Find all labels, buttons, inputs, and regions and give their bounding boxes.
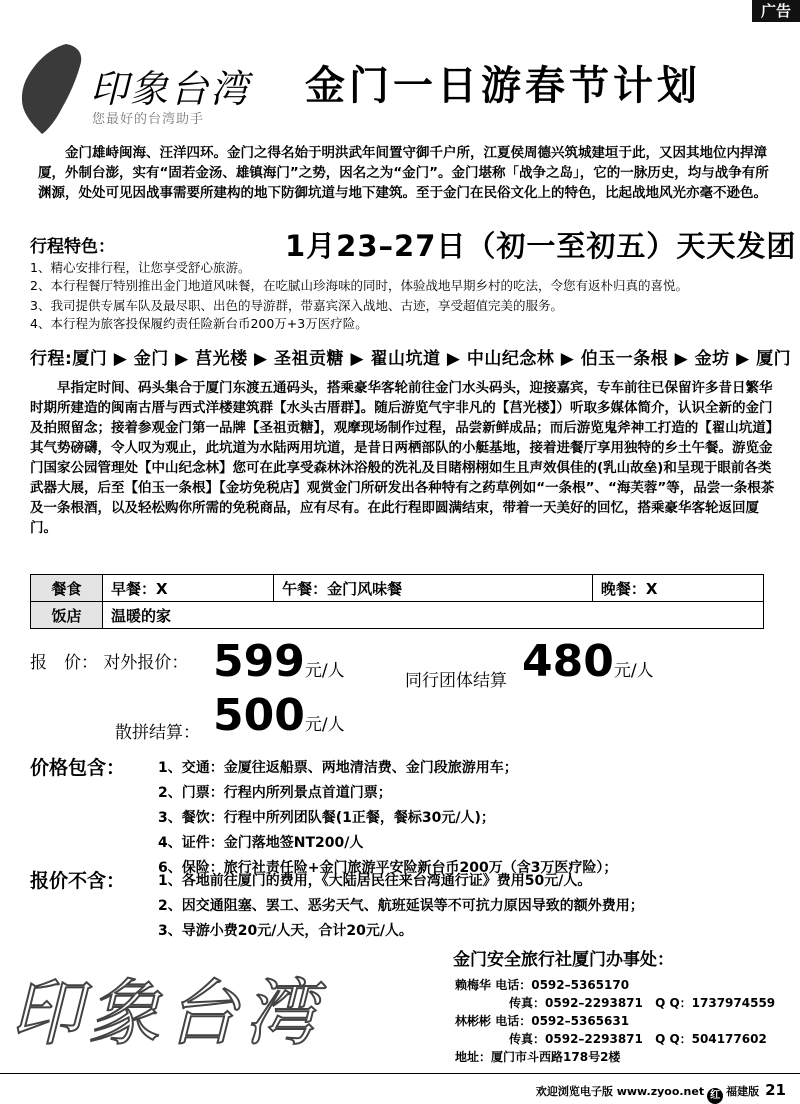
- qq-label: Q Q：: [655, 996, 692, 1010]
- public-price-value: 599: [213, 636, 305, 687]
- footer: [536, 1081, 786, 1104]
- tel-label: 电话：: [495, 1014, 532, 1028]
- peer-price: [522, 636, 654, 687]
- intro-paragraph: 金门雄峙闽海、汪洋四环。金门之得名始于明洪武年间置守御千户所，江夏侯周德兴筑城建垣于此，又因其地位内捍漳厦，外制台澎，实有“固若金汤、雄镇海门”之势，因名之为“金门”。金门堪称「战争之岛」，它的一脉历史，均与战争有所渊源，处处可见因战事需要所建构的地下防御坑道与地下建筑。至于金门在民俗文化上的特色，比起战地风光亦毫不逊色。: [38, 145, 769, 201]
- excluded-list: [158, 869, 644, 944]
- contact-line: [455, 1012, 775, 1030]
- contact-qq: 1737974559: [691, 996, 776, 1010]
- footer-divider: [0, 1073, 800, 1074]
- contact-name: 林彬彬: [455, 1014, 492, 1028]
- brand-logo-calligraphy: 印象台湾: [90, 67, 251, 111]
- features-label: 行程特色：: [30, 237, 115, 257]
- public-price-label: 对外报价：: [103, 653, 189, 673]
- signature-calligraphy: 印象台湾: [10, 971, 323, 1055]
- list-item: 2、门票：行程内所列景点首道门票；: [158, 785, 392, 801]
- contact-qq: 504177602: [691, 1032, 767, 1046]
- feature-item: 1、精心安排行程，让您享受舒心旅游。: [30, 260, 251, 275]
- tel-label: 电话：: [495, 978, 532, 992]
- list-item: 1、各地前往厦门的费用，《大陆居民往来台湾通行证》费用50元/人。: [158, 873, 592, 889]
- included-list: [158, 756, 617, 881]
- price-row: [30, 648, 188, 673]
- contact-line: [455, 976, 775, 994]
- feature-item: 4、本行程为旅客投保履约责任险新台币200万+3万医疗险。: [30, 316, 368, 331]
- fax-label: 传真：: [509, 1032, 546, 1046]
- breakfast-cell: 早餐：X: [103, 575, 274, 602]
- price-unit: 元/人: [304, 715, 345, 735]
- taiwan-map-icon: [18, 42, 98, 137]
- brand-badge-icon: 红: [707, 1088, 723, 1104]
- contact-name: 赖梅华: [455, 978, 492, 992]
- list-item: 3、导游小费20元/人天，合计20元/人。: [158, 923, 413, 939]
- office-title: 金门安全旅行社厦门办事处：: [453, 950, 674, 970]
- feature-item: 2、本行程餐厅特别推出金门地道风味餐，在吃腻山珍海味的同时，体验战地早期乡村的吃法，令您有返朴归真的喜悦。: [30, 278, 688, 293]
- scatter-price-value: 500: [213, 690, 305, 741]
- page-title: 金门一日游春节计划: [305, 63, 701, 109]
- meals-table: [30, 574, 764, 629]
- edition: 福建版: [726, 1085, 760, 1098]
- list-item: 4、证件：金门落地签NT200/人: [158, 835, 364, 851]
- contact-line: [455, 1030, 775, 1048]
- meals-label: 餐食: [31, 575, 103, 602]
- price-unit: 元/人: [613, 661, 654, 681]
- brand-slogan: 您最好的台湾助手: [92, 112, 205, 127]
- list-item: 1、交通：金厦往返船票、两地清洁费、金门段旅游用车；: [158, 760, 518, 776]
- hotel-label: 饭店: [31, 602, 103, 629]
- scatter-price-label: 散拼结算：: [115, 723, 200, 743]
- contact-block: [455, 976, 775, 1066]
- departure-dates: 1月23–27日（初一至初五）天天发团: [285, 229, 797, 263]
- table-row: [31, 602, 764, 629]
- included-label: 价格包含：: [30, 757, 126, 779]
- peer-price-label: 同行团体结算: [405, 671, 507, 691]
- footer-url[interactable]: 欢迎浏览电子版 www.zyoo.net: [535, 1085, 705, 1098]
- contact-tel: 0592–5365170: [531, 978, 630, 992]
- contact-line: [455, 994, 775, 1012]
- contact-fax: 0592–2293871: [545, 1032, 643, 1046]
- table-row: [31, 575, 764, 602]
- feature-item: 3、我司提供专属车队及最尽职、出色的导游群，带嘉宾深入战地、古迹，享受超值完美的服务。: [30, 298, 563, 313]
- list-item: 6、保险：旅行社责任险+金门旅游平安险新台币200万（含3万医疗险）；: [158, 860, 618, 876]
- list-item: 3、餐饮：行程中所列团队餐(1正餐，餐标30元/人)；: [158, 810, 495, 826]
- contact-tel: 0592–5365631: [531, 1014, 630, 1028]
- route-line: 行程:厦门 ▶ 金门 ▶ 莒光楼 ▶ 圣祖贡糖 ▶ 翟山坑道 ▶ 中山纪念林 ▶ 伯玉一条根 ▶ 金坊 ▶ 厦门: [30, 349, 792, 369]
- contact-line: [455, 1048, 775, 1066]
- itinerary-paragraph: 早指定时间、码头集合于厦门东渡五通码头，搭乘豪华客轮前往金门水头码头，迎接嘉宾，专车前往已保留许多昔日繁华时期所建造的闽南古厝与西式洋楼建筑群【水头古厝群】。随后游览气宇非凡的【莒光楼】）听取多媒体简介，认识全新的金门及拍照留念；接着参观金门第一品牌【圣祖贡糖】，观摩现场制作过程，品尝新鲜成品；而后游览鬼斧神工打造的【翟山坑道】其气势磅礴，令人叹为观止，此坑道为水陆两用坑道，是昔日两栖部队的小艇基地，接着进餐厅享用独特的乡土午餐。游览金门国家公园管理处【中山纪念林】您可在此享受森林沐浴般的洗礼及目睹栩栩如生且声效俱佳的(乳山故垒)和呈现于眼前各类武器大展，后至【伯玉一条根】【金坊免税店】观赏金门所研发出各种特有之药草例如“一条根”、“海芙蓉”等，品尝一条根茶及一条根酒，以及轻松购你所需的免税商品，应有尽有。在此行程即圆满结束，带着一天美好的回忆，搭乘豪华客轮返回厦门。: [30, 380, 775, 536]
- lunch-cell: 午餐：金门风味餐: [274, 575, 593, 602]
- address: 厦门市斗西路178号2楼: [491, 1050, 621, 1064]
- ad-tag: 广告: [752, 0, 800, 22]
- page-number: 21: [765, 1081, 786, 1099]
- public-price: [213, 636, 345, 687]
- peer-price-value: 480: [522, 636, 614, 687]
- hotel-cell: 温暖的家: [103, 602, 764, 629]
- price-label: 报 价：: [30, 653, 98, 673]
- contact-fax: 0592–2293871: [545, 996, 643, 1010]
- dinner-cell: 晚餐：X: [592, 575, 763, 602]
- price-unit: 元/人: [304, 661, 345, 681]
- list-item: 2、因交通阻塞、罢工、恶劣天气、航班延误等不可抗力原因导致的额外费用；: [158, 898, 644, 914]
- qq-label: Q Q：: [655, 1032, 692, 1046]
- scatter-price: [213, 690, 345, 741]
- excluded-label: 报价不含：: [30, 870, 126, 892]
- fax-label: 传真：: [509, 996, 546, 1010]
- address-label: 地址：: [455, 1050, 492, 1064]
